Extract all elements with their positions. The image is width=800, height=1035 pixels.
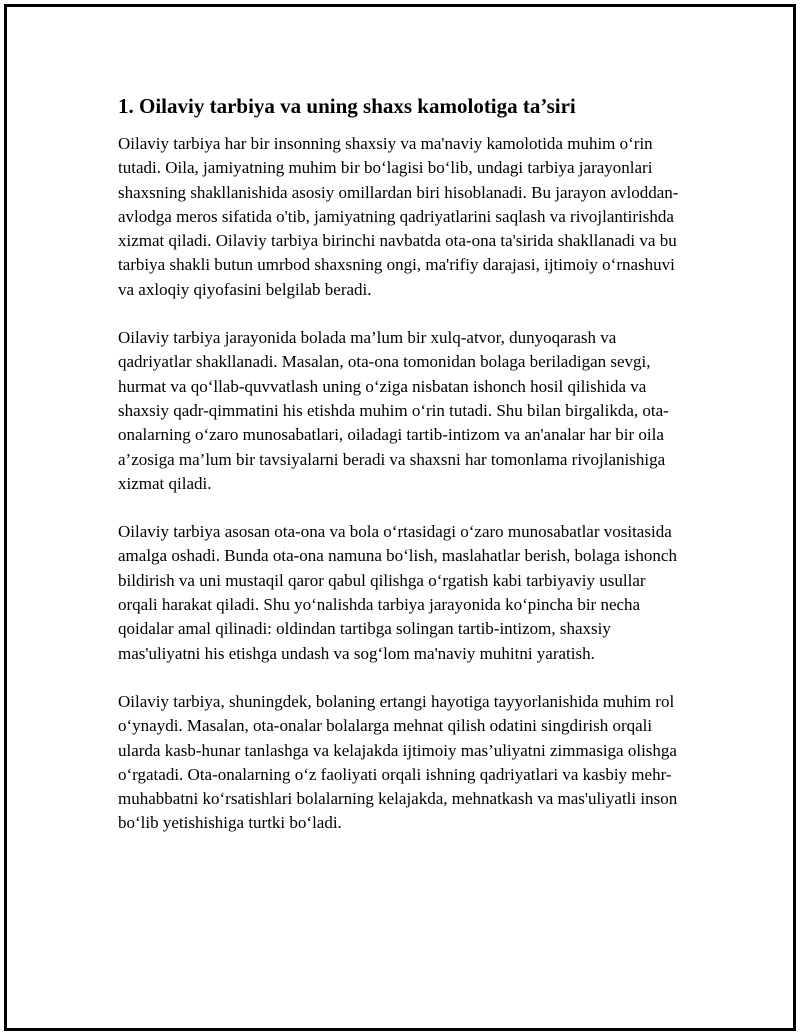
paragraph-4: Oilaviy tarbiya, shuningdek, bolaning ertangi hayotiga tayyorlanishida muhim rol o‘ynaydi. Masalan, ota-onalar bolalarga mehnat qilish odatini singdirish orqali ularda kasb-hunar tanlashga va kelajakda ijtimoiy mas’uliyatni zimmasiga olishga o‘rgatadi. Ota-onalarning o‘z faoliyati orqali ishning qadriyatlari va kasbiy mehr-muhabbatni ko‘rsatishlari bolalarning kelajakda, mehnatkash va mas'uliyatli inson bo‘lib yetishishiga turtki bo‘ladi.: [118, 691, 678, 833]
paragraph-3: Oilaviy tarbiya asosan ota-ona va bola o‘rtasidagi o‘zaro munosabatlar vositasida amalga oshadi. Bunda ota-ona namuna bo‘lish, maslahatlar berish, bolaga ishonch bildirish va uni mustaqil qaror qabul qilishga o‘rgatish kabi tarbiyaviy usullar orqali harakat qiladi. Shu yo‘nalishda tarbiya jarayonida ko‘pincha bir necha qoidalar amal qilinadi: oldindan tartibga solingan tartib-intizom, shaxsiy mas'uliyatni his etishga undash va sog‘lom ma'naviy muhitni yaratish.: [118, 522, 677, 663]
section-heading: 1. Oilaviy tarbiya va uning shaxs kamolotiga ta’siri: [118, 94, 576, 118]
paragraph-1: Oilaviy tarbiya har bir insonning shaxsiy va ma'naviy kamolotida muhim o‘rin tutadi. Oila, jamiyatning muhim bir bo‘lagisi bo‘lib, undagi tarbiya jarayonlari shaxsning shakllanishida asosiy omillardan biri hisoblanadi. Bu jarayon avloddan-avlodga meros sifatida o'tib, jamiyatning qadriyatlarini saqlash va rivojlantirishda xizmat qiladi. Oilaviy tarbiya birinchi navbatda ota-ona ta'sirida shakllanadi va bu tarbiya shakli butun umrbod shaxsning ongi, ma'rifiy darajasi, ijtimoiy o‘rnashuvi va axloqiy qiyofasini belgilab beradi.: [118, 134, 679, 299]
document-body: [118, 92, 688, 860]
paragraph-2: Oilaviy tarbiya jarayonida bolada ma’lum bir xulq-atvor, dunyoqarash va qadriyatlar shakllanadi. Masalan, ota-ona tomonidan bolaga beriladigan sevgi, hurmat va qo‘llab-quvvatlash uning o‘ziga nisbatan ishonch hosil qilishida va shaxsiy qadr-qimmatini his etishda muhim o‘rin tutadi. Shu bilan birgalikda, ota-onalarning o‘zaro munosabatlari, oiladagi tartib-intizom va an'analar har bir oila a’zosiga ma’lum bir tavsiyalarni beradi va shaxsni har tomonlama rivojlanishiga xizmat qiladi.: [118, 328, 669, 493]
